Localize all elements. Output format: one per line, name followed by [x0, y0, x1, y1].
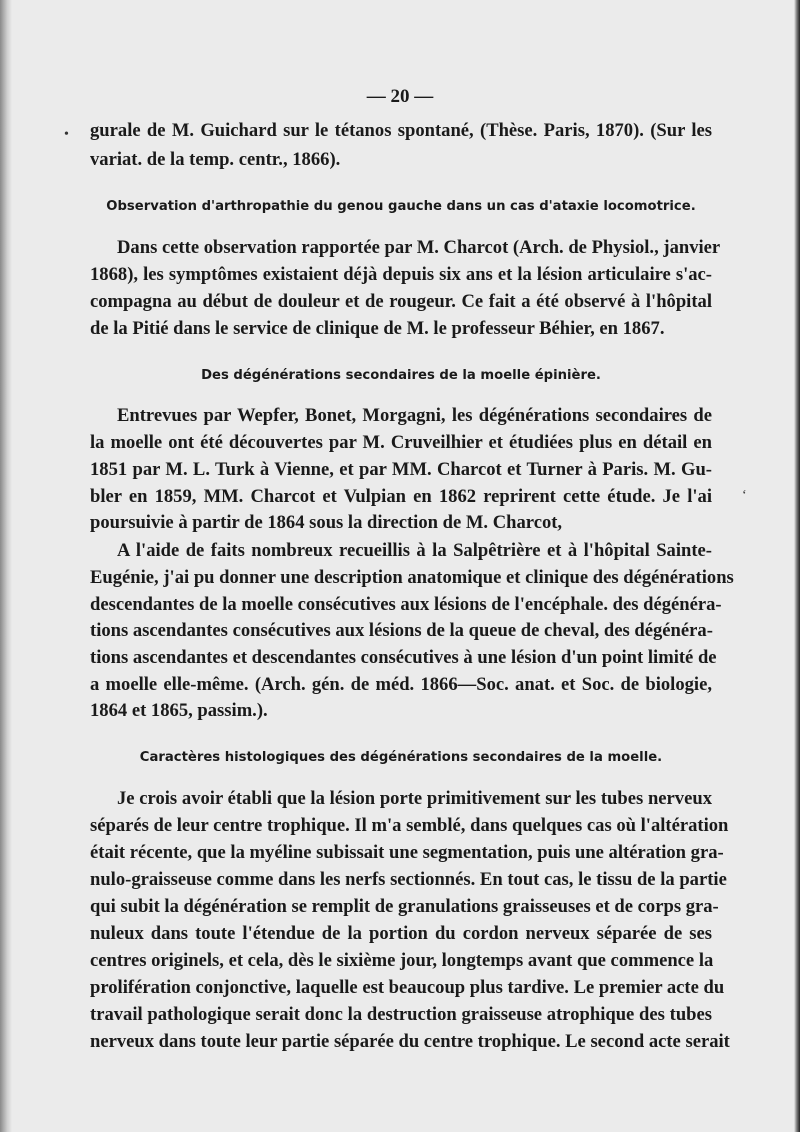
body-line: séparés de leur centre trophique. Il m'a semblé, dans quelques cas où l'altération	[90, 815, 729, 836]
body-line: Eugénie, j'ai pu donner une description anatomique et clinique des dégénérations	[90, 567, 734, 588]
section-heading: Caractères histologiques des dégénérations secondaires de la moelle.	[139, 750, 663, 765]
body-line: gurale de M. Guichard sur le tétanos spontané, (Thèse. Paris, 1870). (Sur les	[90, 120, 712, 141]
body-line: était récente, que la myéline subissait une segmentation, puis une altération gra-	[90, 842, 724, 863]
margin-mark: •	[64, 127, 69, 142]
body-line: 1864 et 1865, passim.).	[90, 700, 268, 721]
body-line: qui subit la dégénération se remplit de granulations graisseuses et de corps gra-	[90, 896, 719, 917]
body-line: Entrevues par Wepfer, Bonet, Morgagni, les dégénérations secondaires de	[117, 405, 712, 426]
body-line: la moelle ont été découvertes par M. Cruveilhier et étudiées plus en détail en	[90, 432, 712, 453]
body-line: a moelle elle-même. (Arch. gén. de méd. 1866—Soc. anat. et Soc. de biologie,	[90, 674, 712, 695]
body-line: de la Pitié dans le service de clinique de M. le professeur Béhier, en 1867.	[90, 318, 665, 339]
body-line: descendantes de la moelle consécutives aux lésions de l'encéphale. des dégénéra-	[90, 594, 722, 615]
body-line: centres originels, et cela, dès le sixième jour, longtemps avant que commence la	[90, 950, 714, 971]
body-line: tions ascendantes consécutives aux lésions de la queue de cheval, des dégénéra-	[90, 620, 713, 641]
body-line: nulo-graisseuse comme dans les nerfs sectionnés. En tout cas, le tissu de la partie	[90, 869, 727, 890]
body-line: A l'aide de faits nombreux recueillis à la Salpêtrière et à l'hôpital Sainte-	[117, 540, 712, 561]
body-line: Dans cette observation rapportée par M. Charcot (Arch. de Physiol., janvier	[117, 237, 721, 258]
body-line: Je crois avoir établi que la lésion porte primitivement sur les tubes nerveux	[117, 788, 712, 809]
body-line: prolifération conjonctive, laquelle est beaucoup plus tardive. Le premier acte du	[90, 977, 725, 998]
section-heading: Observation d'arthropathie du genou gauche dans un cas d'ataxie locomotrice.	[106, 199, 696, 214]
body-line: poursuivie à partir de 1864 sous la direction de M. Charcot,	[90, 512, 563, 533]
body-line: nerveux dans toute leur partie séparée du centre trophique. Le second acte serait	[90, 1031, 730, 1052]
body-line: nuleux dans toute l'étendue de la portion du cordon nerveux séparée de ses	[90, 923, 712, 944]
body-line: tions ascendantes et descendantes consécutives à une lésion d'un point limité de	[90, 647, 717, 668]
page-number: — 20 —	[366, 86, 434, 107]
body-line: bler en 1859, MM. Charcot et Vulpian en 1862 reprirent cette étude. Je l'ai	[90, 486, 712, 507]
body-line: compagna au début de douleur et de rougeur. Ce fait a été observé à l'hôpital	[90, 291, 712, 312]
body-line: 1851 par M. L. Turk à Vienne, et par MM. Charcot et Turner à Paris. M. Gu-	[90, 459, 712, 480]
body-line: variat. de la temp. centr., 1866).	[90, 149, 341, 170]
margin-mark: ‘	[742, 488, 747, 503]
body-line: travail pathologique serait donc la destruction graisseuse atrophique des tubes	[90, 1004, 712, 1025]
body-line: 1868), les symptômes existaient déjà depuis six ans et la lésion articulaire s'ac-	[90, 264, 712, 285]
section-heading: Des dégénérations secondaires de la moelle épinière.	[201, 368, 601, 383]
